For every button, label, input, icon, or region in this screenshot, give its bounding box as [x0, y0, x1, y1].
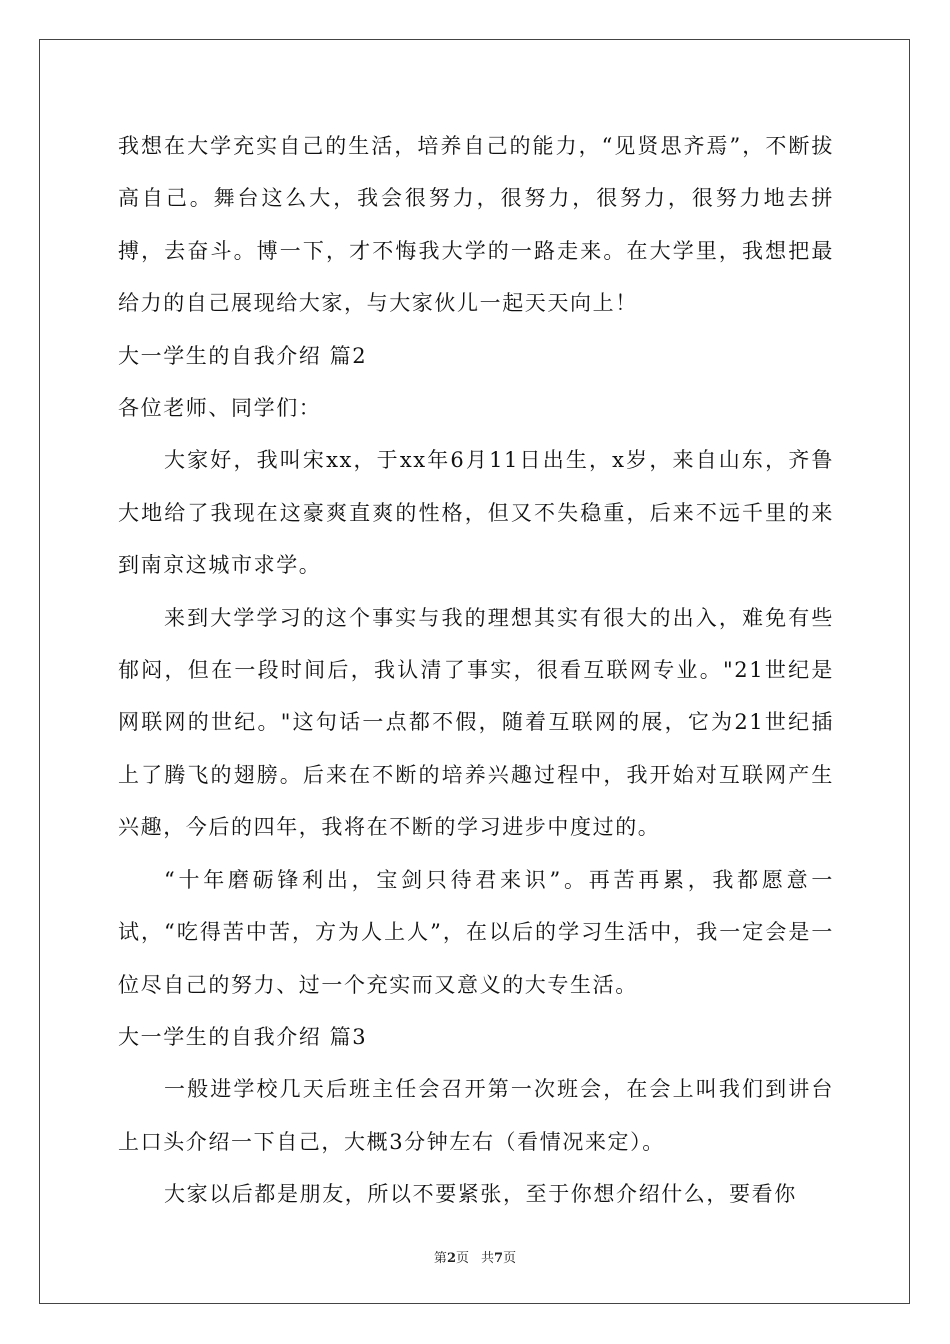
body-paragraph: “十年磨砺锋利出，宝剑只待君来识”。再苦再累，我都愿意一试，“吃得苦中苦，方为人上人”，在以后的学习生活中，我一定会是一位尽自己的努力、过一个充实而又意义的大专生活。	[118, 867, 834, 997]
body-paragraph: 来到大学学习的这个事实与我的理想其实有很大的出入，难免有些郁闷，但在一段时间后，我认清了事实，很看互联网专业。"21世纪是网联网的世纪。"这句话一点都不假，随着互联网的展，它为21世纪插上了腾飞的翅膀。后来在不断的培养兴趣过程中，我开始对互联网产生兴趣，今后的四年，我将在不断的学习进步中度过的。	[118, 605, 834, 840]
salutation: 各位老师、同学们：	[118, 396, 322, 421]
body-paragraph: 大家以后都是朋友，所以不要紧张，至于你想介绍什么，要看你	[164, 1182, 797, 1207]
page-total: 7	[494, 1251, 504, 1266]
page-suffix: 页	[455, 1251, 469, 1266]
body-paragraph: 我想在大学充实自己的生活，培养自己的能力，“见贤思齐焉”，不断拔高自己。舞台这么大，我会很努力，很努力，很努力，很努力地去拼搏，去奋斗。博一下，才不悔我大学的一路走来。在大学里，我想把最给力的自己展现给大家，与大家伙儿一起天天向上！	[118, 134, 834, 316]
page-current: 2	[446, 1251, 456, 1266]
total-suffix: 页	[503, 1251, 517, 1266]
document-body	[118, 120, 834, 1221]
section-heading-2: 大一学生的自我介绍 篇2	[118, 343, 368, 368]
total-prefix: 共	[481, 1251, 495, 1266]
body-paragraph: 大家好，我叫宋xx，于xx年6月11日出生，x岁，来自山东，齐鲁大地给了我现在这豪爽直爽的性格，但又不失稳重，后来不远千里的来到南京这城市求学。	[118, 448, 834, 578]
body-paragraph: 一般进学校几天后班主任会召开第一次班会，在会上叫我们到讲台上口头介绍一下自己，大概3分钟左右（看情况来定）。	[118, 1077, 834, 1154]
page-footer	[0, 1247, 950, 1266]
section-heading-3: 大一学生的自我介绍 篇3	[118, 1024, 368, 1049]
page-prefix: 第	[433, 1251, 447, 1266]
